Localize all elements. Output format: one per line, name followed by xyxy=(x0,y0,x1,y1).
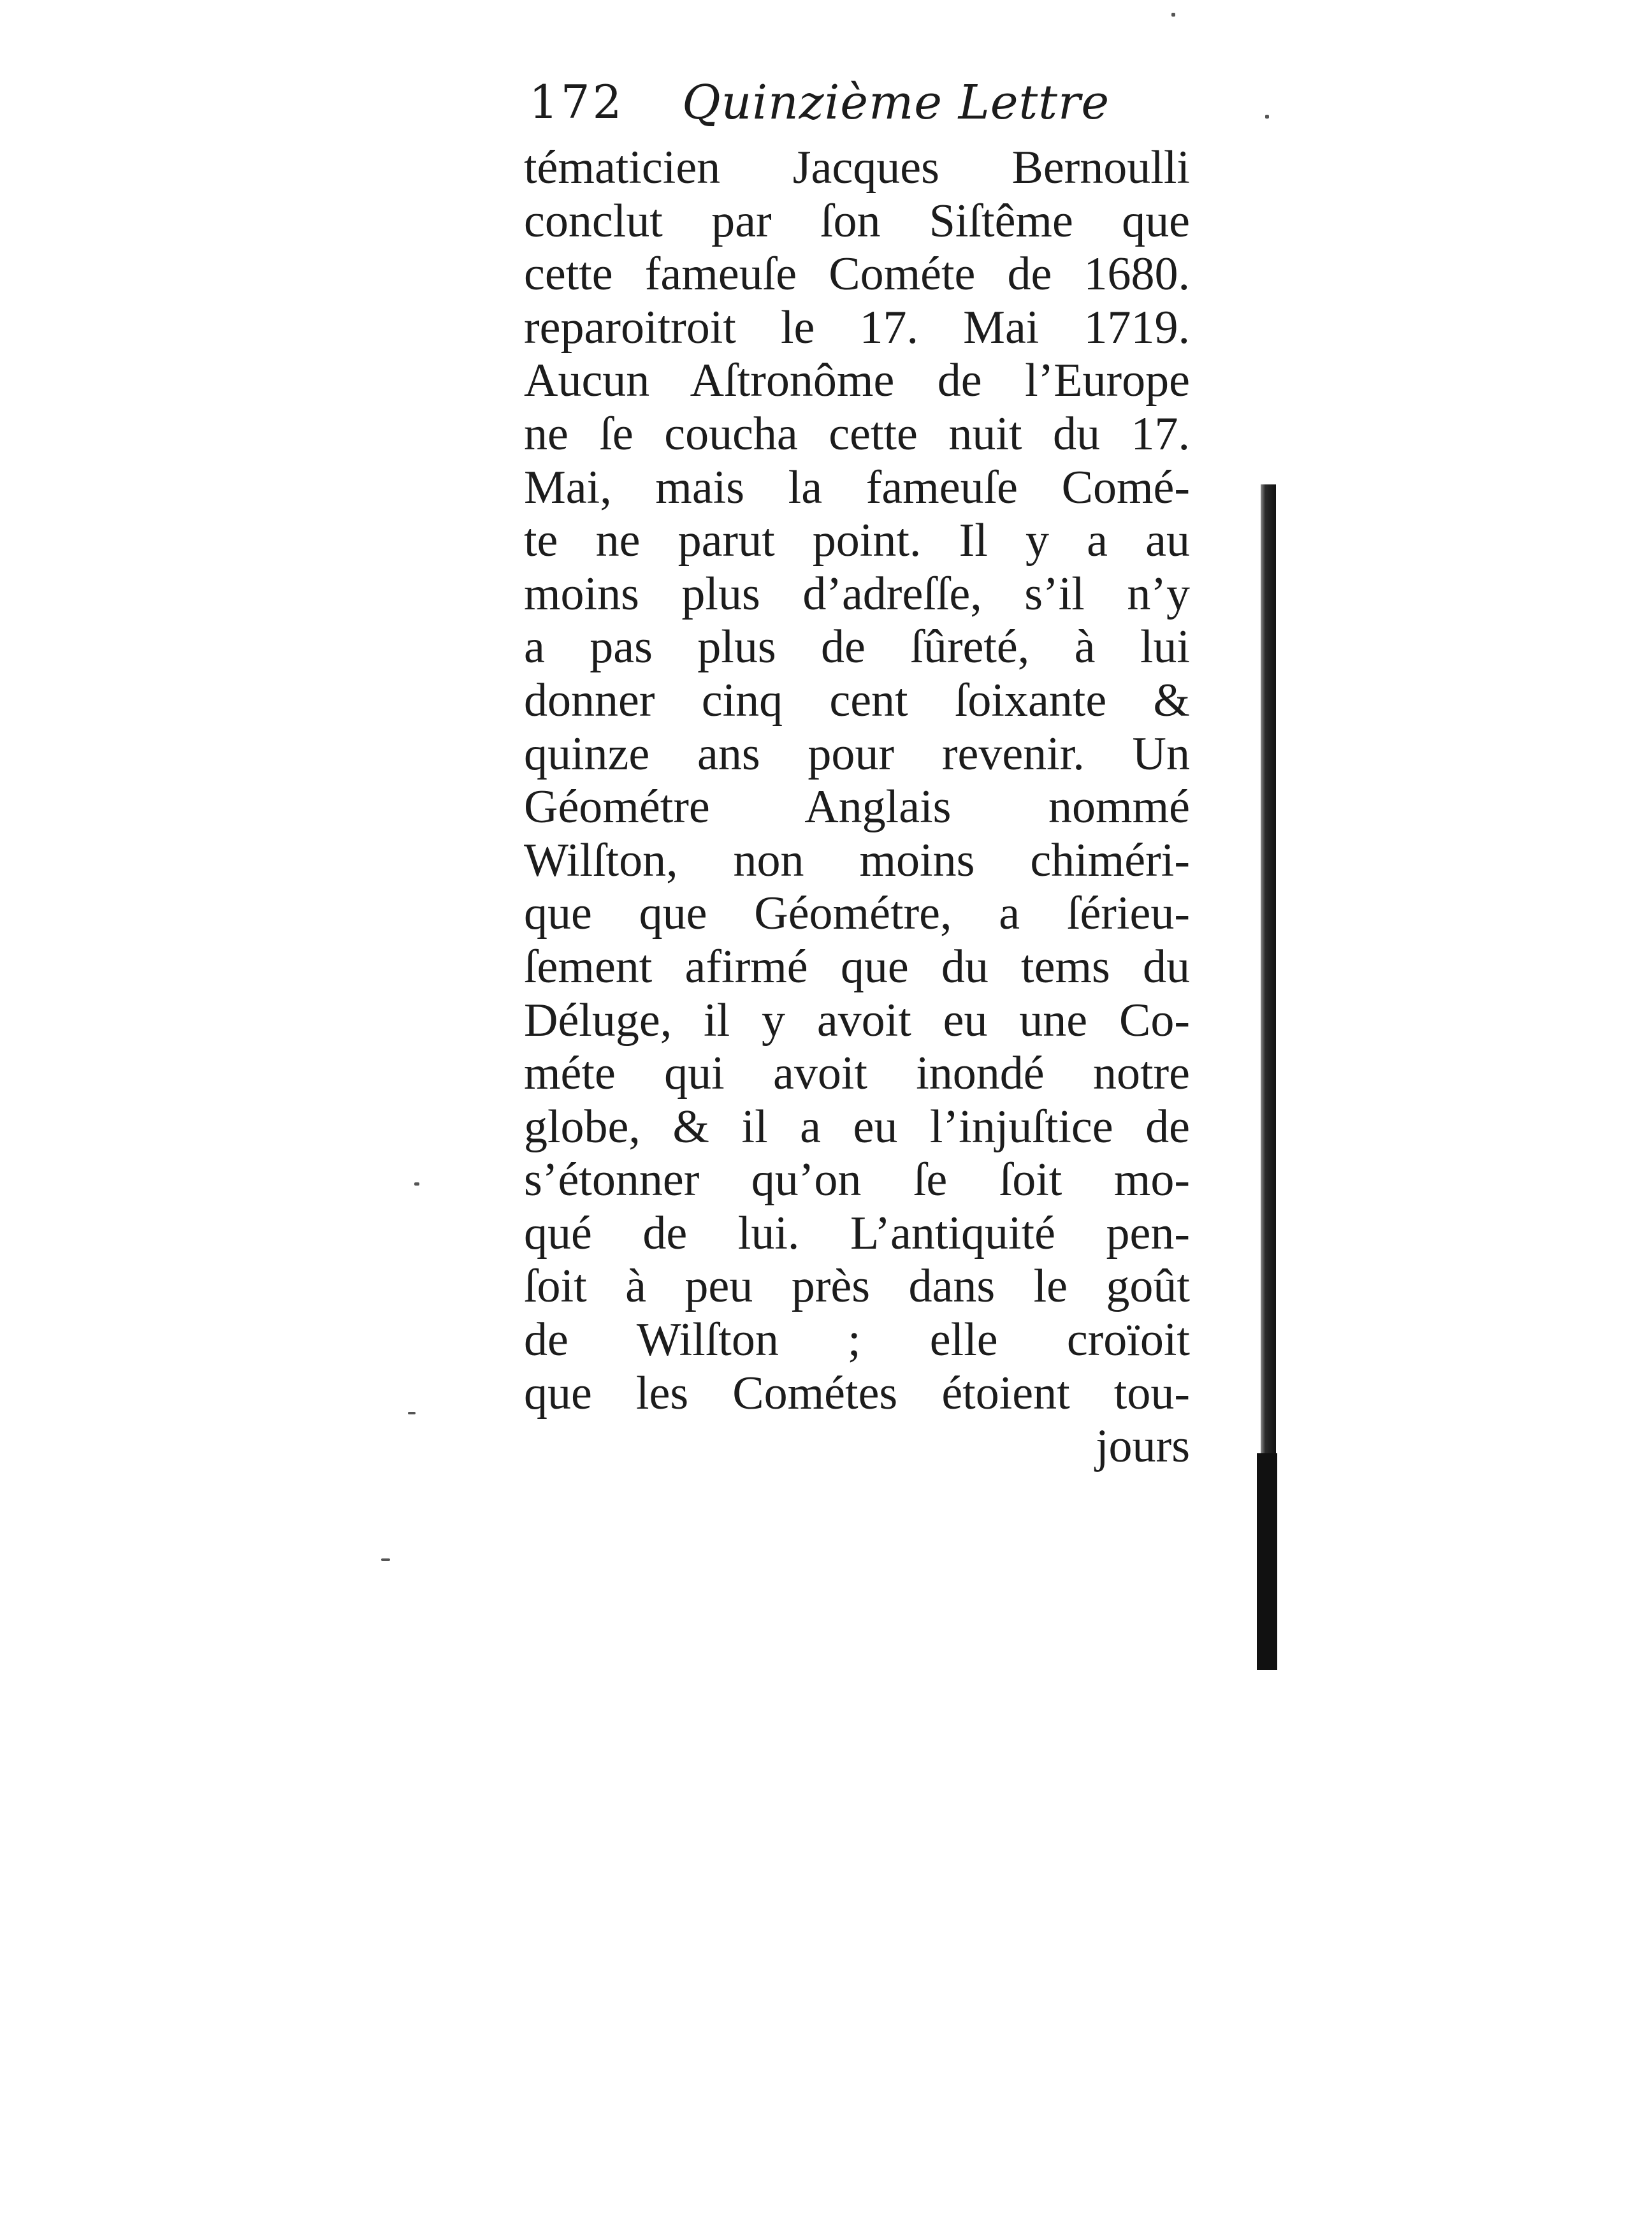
text-line: que que Géométre, a ſérieu- xyxy=(524,887,1190,940)
text-line: Aucun Aſtronôme de l’Europe xyxy=(524,354,1190,407)
text-line: méte qui avoit inondé notre xyxy=(524,1047,1190,1100)
text-line: te ne parut point. Il y a au xyxy=(524,514,1190,567)
scan-speck xyxy=(408,1412,416,1414)
scan-speck xyxy=(414,1182,419,1186)
text-line: a pas plus de ſûreté, à lui xyxy=(524,621,1190,674)
scan-speck xyxy=(1265,115,1269,119)
text-line: Wilſton, non moins chiméri- xyxy=(524,834,1190,887)
text-line: cette fameuſe Cométe de 1680. xyxy=(524,248,1190,301)
page-edge-shadow-dark xyxy=(1257,1453,1277,1670)
running-head: Quinzième Lettre xyxy=(682,75,1110,130)
text-line: ſement afirmé que du tems du xyxy=(524,940,1190,993)
text-line: quinze ans pour revenir. Un xyxy=(524,727,1190,780)
scan-speck xyxy=(1171,13,1175,17)
text-line: qué de lui. L’antiquité pen- xyxy=(524,1207,1190,1260)
page-number: 172 xyxy=(529,75,625,129)
body-text xyxy=(524,142,1190,1474)
text-line: donner cinq cent ſoixante & xyxy=(524,674,1190,727)
text-line: Déluge, il y avoit eu une Co- xyxy=(524,994,1190,1047)
text-line: Géométre Anglais nommé xyxy=(524,781,1190,834)
text-line: Mai, mais la fameuſe Comé- xyxy=(524,461,1190,514)
text-line: reparoitroit le 17. Mai 1719. xyxy=(524,301,1190,354)
text-line: ſoit à peu près dans le goût xyxy=(524,1260,1190,1313)
text-line: que les Cométes étoient tou- xyxy=(524,1367,1190,1419)
catchword: jours xyxy=(1096,1420,1190,1473)
text-line: de Wilſton ; elle croïoit xyxy=(524,1314,1190,1367)
text-line: conclut par ſon Siſtême que xyxy=(524,194,1190,247)
text-line: ne ſe coucha cette nuit du 17. xyxy=(524,407,1190,460)
text-line: globe, & il a eu l’injuſtice de xyxy=(524,1100,1190,1153)
text-line: tématicien Jacques Bernoulli xyxy=(524,142,1190,194)
page-header xyxy=(529,75,1179,139)
scan-speck xyxy=(381,1558,390,1561)
text-line: moins plus d’adreſſe, s’il n’y xyxy=(524,567,1190,620)
text-line: s’étonner qu’on ſe ſoit mo- xyxy=(524,1154,1190,1207)
